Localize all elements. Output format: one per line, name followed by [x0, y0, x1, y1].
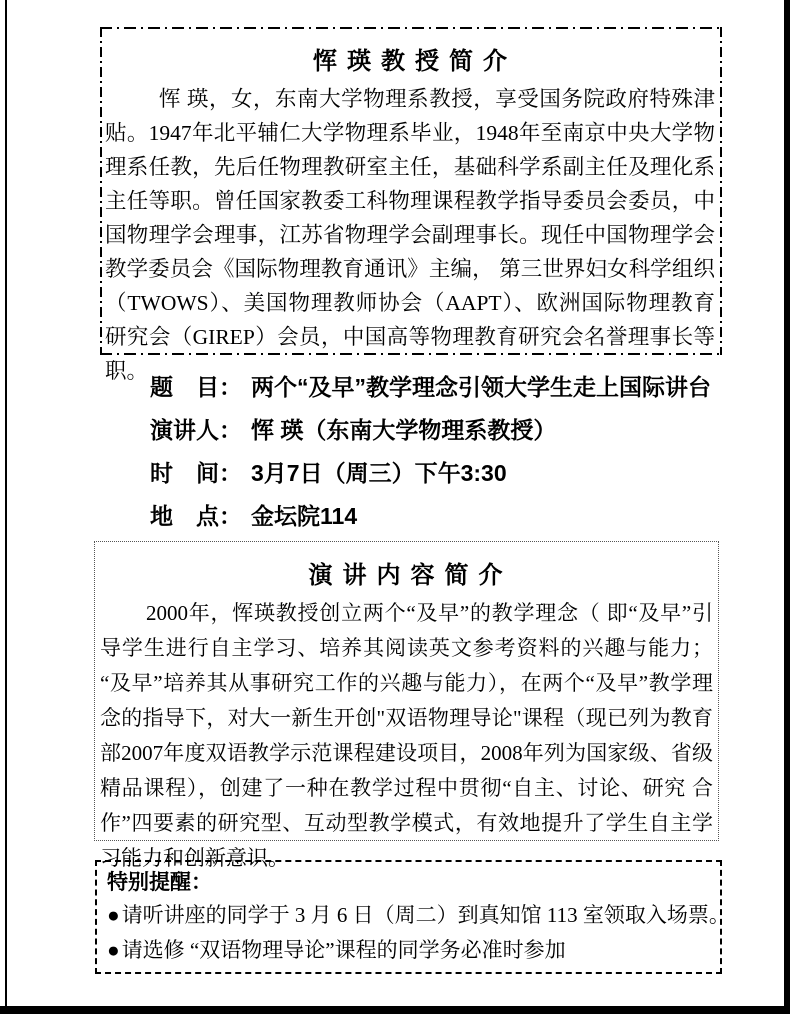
reminder-title: 特别提醒：: [107, 870, 212, 894]
reminder-item-ticket: [107, 898, 730, 933]
info-value-time: 3月7日（周三）下午3:30: [251, 460, 507, 486]
info-value-topic: 两个“及早”教学理念引领大学生走上国际讲台: [251, 374, 711, 400]
border-edge: [100, 27, 102, 355]
reminder-item-attendance-text: 请选修 “双语物理导论”课程的同学务必准时参加: [121, 938, 566, 962]
content-box-body: 2000年，恽瑛教授创立两个“及早”的教学理念（ 即“及早”引导学生进行自主学习、培养其阅读英文参考资料的兴趣与能力； “及早”培养其从事研究工作的兴趣与能力），在两个“及早”教学理念的指导下，对大一新生开创"双语物理导论"课程（现已列为教育部2007年度双语教学示范课程建设项目，2008年列为国家级、省级精品课程），创建了一种在教学过程中贯彻“自主、讨论、研究 合作”四要素的研究型、互动型教学模式，有效地提升了学生自主学习能力和创新意识。: [100, 601, 713, 870]
info-line-topic: [150, 374, 710, 400]
page-frame-right: [784, 0, 790, 1014]
page-frame-bottom: [0, 1006, 790, 1014]
border-edge: [720, 27, 722, 355]
info-value-location: 金坛院114: [251, 503, 358, 529]
page-frame-left: [5, 0, 7, 1014]
lecture-info: [150, 374, 710, 546]
info-line-time: [150, 460, 710, 486]
lecture-content-box: [94, 541, 719, 870]
info-label-time: 时 间：: [150, 460, 242, 486]
info-label-speaker: 演讲人：: [150, 417, 242, 443]
reminder-item-attendance: [107, 933, 710, 968]
info-label-location: 地 点：: [150, 503, 242, 529]
reminder-item-ticket-text: 请听讲座的同学于 3 月 6 日（周二）到真知馆 113 室领取入场票。: [121, 903, 730, 927]
content-box-title: 演 讲 内 容 简 介: [308, 563, 505, 589]
intro-box-title: 恽 瑛 教 授 简 介: [313, 49, 509, 75]
professor-intro-box: [100, 27, 722, 383]
reminder-box: [95, 860, 730, 974]
info-value-speaker: 恽 瑛（东南大学物理系教授）: [251, 417, 557, 443]
border-edge: [100, 353, 722, 355]
info-line-speaker: [150, 417, 710, 443]
info-label-topic: 题 目：: [150, 374, 242, 400]
bullet-icon: ●: [107, 903, 120, 927]
intro-box-body: 恽 瑛，女，东南大学物理系教授，享受国务院政府特殊津贴。1947年北平辅仁大学物理系毕业，1948年至南京中央大学物理系任教，先后任物理教研室主任，基础科学系副主任及理化系主任等职。曾任国家教委工科物理课程教学指导委员会委员，中国物理学会理事，江苏省物理学会副理事长。现任中国物理学会教学委员会《国际物理教育通讯》主编， 第三世界妇女科学组织（TWOWS）、美国物理教师协会（AAPT）、欧洲国际物理教育研究会（GIREP）会员，中国高等物理教育研究会名誉理事长等职。: [105, 87, 715, 383]
border-edge: [100, 27, 722, 29]
info-line-location: [150, 503, 710, 529]
bullet-icon: ●: [107, 938, 120, 962]
